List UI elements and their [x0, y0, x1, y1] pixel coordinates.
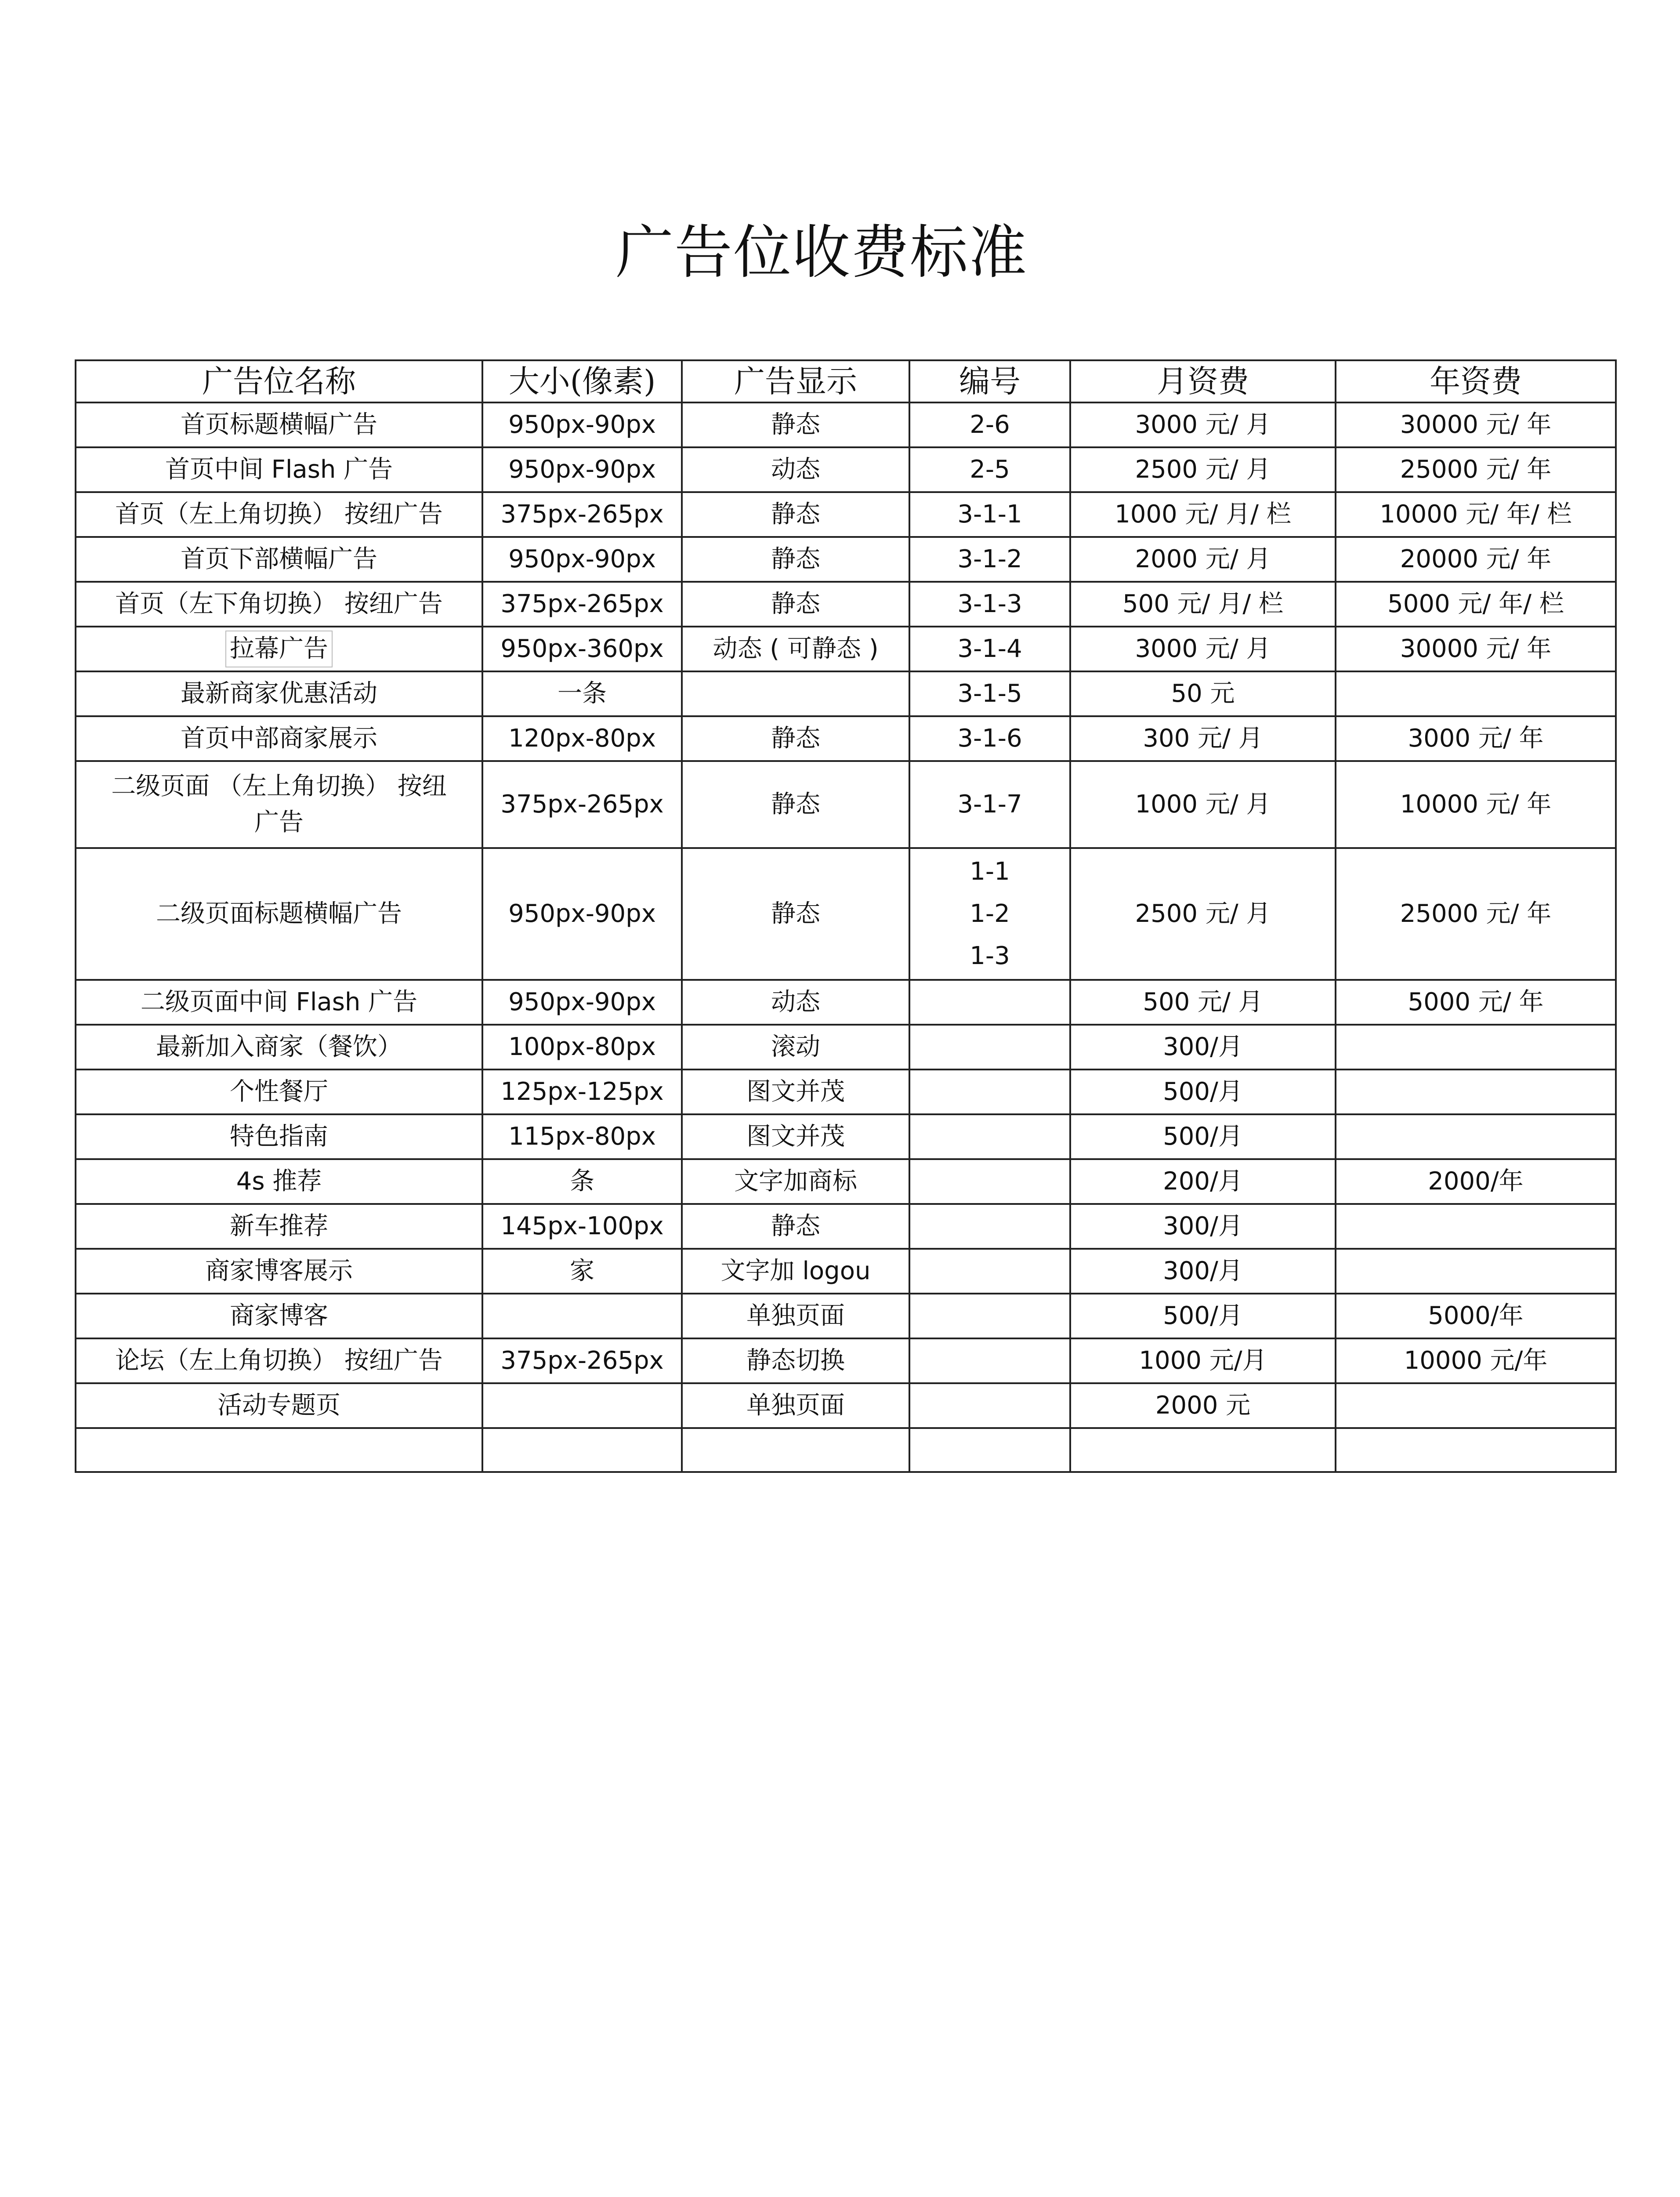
- cell-code: [909, 980, 1070, 1025]
- table-row: [76, 627, 1616, 671]
- cell-name: 论坛（左上角切换） 按纽广告: [76, 1338, 482, 1383]
- cell-display: [682, 671, 909, 716]
- cell-monthly: 2500 元/ 月: [1070, 848, 1336, 980]
- cell-name: 特色指南: [76, 1114, 482, 1159]
- table-row: [76, 761, 1616, 848]
- cell-name: 首页下部横幅广告: [76, 537, 482, 582]
- fee-table: [75, 359, 1617, 1473]
- cell-name: 4s 推荐: [76, 1159, 482, 1204]
- cell-name-boxed: 拉幕广告: [225, 631, 333, 667]
- cell-display: 静态: [682, 848, 909, 980]
- cell-display: 动态 ( 可静态 ): [682, 627, 909, 671]
- table-row: [76, 848, 1616, 980]
- cell-size: 115px-80px: [482, 1114, 682, 1159]
- cell-size: 950px-90px: [482, 980, 682, 1025]
- cell-code: [909, 1383, 1070, 1428]
- cell-code: 3-1-3: [909, 582, 1070, 627]
- cell-monthly: 300/月: [1070, 1249, 1336, 1294]
- cell-monthly: 500/月: [1070, 1114, 1336, 1159]
- cell-code: 3-1-1: [909, 492, 1070, 537]
- cell-size: 125px-125px: [482, 1069, 682, 1114]
- cell-size: [482, 1383, 682, 1428]
- cell-code: 3-1-6: [909, 716, 1070, 761]
- cell-yearly: 20000 元/ 年: [1336, 537, 1616, 582]
- page-title: 广告位收费标准: [616, 219, 1028, 286]
- cell-yearly: 25000 元/ 年: [1336, 848, 1616, 980]
- cell-display: 静态: [682, 716, 909, 761]
- cell-code: [909, 1114, 1070, 1159]
- cell-name: 个性餐厅: [76, 1069, 482, 1114]
- cell-size: [482, 1428, 682, 1472]
- cell-display: 单独页面: [682, 1294, 909, 1338]
- cell-display: 滚动: [682, 1025, 909, 1069]
- cell-yearly: 2000/年: [1336, 1159, 1616, 1204]
- cell-display: 图文并茂: [682, 1114, 909, 1159]
- cell-display: 静态切换: [682, 1338, 909, 1383]
- cell-name: 二级页面 （左上角切换） 按纽 广告: [76, 761, 482, 848]
- cell-monthly: 300/月: [1070, 1025, 1336, 1069]
- cell-display: 动态: [682, 980, 909, 1025]
- cell-display: 静态: [682, 582, 909, 627]
- cell-size: 375px-265px: [482, 582, 682, 627]
- table-row: [76, 980, 1616, 1025]
- cell-monthly: 3000 元/ 月: [1070, 402, 1336, 447]
- cell-display: 文字加商标: [682, 1159, 909, 1204]
- cell-monthly: 500 元/ 月/ 栏: [1070, 582, 1336, 627]
- cell-monthly: 500/月: [1070, 1294, 1336, 1338]
- table-row: [76, 582, 1616, 627]
- header-monthly: 月资费: [1070, 360, 1336, 402]
- cell-yearly: 5000 元/ 年: [1336, 980, 1616, 1025]
- cell-name: [76, 1428, 482, 1472]
- cell-monthly: 200/月: [1070, 1159, 1336, 1204]
- cell-display: 文字加 logou: [682, 1249, 909, 1294]
- table-row: [76, 1294, 1616, 1338]
- table-row: [76, 1159, 1616, 1204]
- cell-size: 950px-90px: [482, 537, 682, 582]
- cell-yearly: 10000 元/年: [1336, 1338, 1616, 1383]
- cell-code: [909, 1025, 1070, 1069]
- cell-name: [76, 627, 482, 671]
- cell-size: 100px-80px: [482, 1025, 682, 1069]
- cell-name: 最新加入商家（餐饮）: [76, 1025, 482, 1069]
- cell-size: 家: [482, 1249, 682, 1294]
- cell-display: 静态: [682, 761, 909, 848]
- cell-display: 单独页面: [682, 1383, 909, 1428]
- cell-display: 静态: [682, 492, 909, 537]
- cell-code: 3-1-7: [909, 761, 1070, 848]
- cell-size: 950px-360px: [482, 627, 682, 671]
- cell-code: [909, 1069, 1070, 1114]
- cell-name: 活动专题页: [76, 1383, 482, 1428]
- cell-size: 375px-265px: [482, 761, 682, 848]
- cell-size: 375px-265px: [482, 492, 682, 537]
- table-header-row: [76, 360, 1616, 402]
- cell-size: 145px-100px: [482, 1204, 682, 1249]
- header-code: 编号: [909, 360, 1070, 402]
- cell-monthly: 2500 元/ 月: [1070, 447, 1336, 492]
- cell-monthly: 2000 元: [1070, 1383, 1336, 1428]
- cell-yearly: [1336, 1204, 1616, 1249]
- cell-code: [909, 1159, 1070, 1204]
- cell-yearly: [1336, 1249, 1616, 1294]
- cell-code: 3-1-4: [909, 627, 1070, 671]
- cell-yearly: [1336, 671, 1616, 716]
- cell-display: 静态: [682, 1204, 909, 1249]
- cell-yearly: 10000 元/ 年/ 栏: [1336, 492, 1616, 537]
- cell-yearly: [1336, 1383, 1616, 1428]
- cell-yearly: [1336, 1114, 1616, 1159]
- cell-yearly: [1336, 1069, 1616, 1114]
- cell-yearly: 10000 元/ 年: [1336, 761, 1616, 848]
- cell-display: 静态: [682, 537, 909, 582]
- table-row: [76, 1249, 1616, 1294]
- cell-yearly: 25000 元/ 年: [1336, 447, 1616, 492]
- header-size: 大小(像素): [482, 360, 682, 402]
- cell-code: [909, 1294, 1070, 1338]
- cell-size: 120px-80px: [482, 716, 682, 761]
- cell-display: 动态: [682, 447, 909, 492]
- table-row: [76, 1069, 1616, 1114]
- cell-monthly: [1070, 1428, 1336, 1472]
- cell-size: 950px-90px: [482, 848, 682, 980]
- cell-size: 一条: [482, 671, 682, 716]
- cell-monthly: 1000 元/月: [1070, 1338, 1336, 1383]
- cell-name: 首页标题横幅广告: [76, 402, 482, 447]
- table-row: [76, 1114, 1616, 1159]
- cell-monthly: 500 元/ 月: [1070, 980, 1336, 1025]
- cell-monthly: 1000 元/ 月: [1070, 761, 1336, 848]
- cell-yearly: 5000 元/ 年/ 栏: [1336, 582, 1616, 627]
- cell-name: 最新商家优惠活动: [76, 671, 482, 716]
- cell-size: 950px-90px: [482, 447, 682, 492]
- cell-yearly: 3000 元/ 年: [1336, 716, 1616, 761]
- cell-name: 商家博客展示: [76, 1249, 482, 1294]
- cell-display: 图文并茂: [682, 1069, 909, 1114]
- cell-code: 1-1 1-2 1-3: [909, 848, 1070, 980]
- cell-monthly: 1000 元/ 月/ 栏: [1070, 492, 1336, 537]
- cell-monthly: 300/月: [1070, 1204, 1336, 1249]
- table-row: [76, 1383, 1616, 1428]
- cell-yearly: 30000 元/ 年: [1336, 627, 1616, 671]
- cell-monthly: 300 元/ 月: [1070, 716, 1336, 761]
- cell-display: 静态: [682, 402, 909, 447]
- cell-code: [909, 1249, 1070, 1294]
- cell-display: [682, 1428, 909, 1472]
- cell-yearly: 5000/年: [1336, 1294, 1616, 1338]
- cell-name: 首页中部商家展示: [76, 716, 482, 761]
- cell-size: 950px-90px: [482, 402, 682, 447]
- cell-code: [909, 1338, 1070, 1383]
- cell-name: 新车推荐: [76, 1204, 482, 1249]
- cell-size: 375px-265px: [482, 1338, 682, 1383]
- table-row: [76, 447, 1616, 492]
- cell-yearly: [1336, 1428, 1616, 1472]
- header-display: 广告显示: [682, 360, 909, 402]
- cell-monthly: 3000 元/ 月: [1070, 627, 1336, 671]
- cell-yearly: 30000 元/ 年: [1336, 402, 1616, 447]
- cell-name: 首页（左下角切换） 按纽广告: [76, 582, 482, 627]
- cell-code: 3-1-5: [909, 671, 1070, 716]
- cell-code: 2-5: [909, 447, 1070, 492]
- table-row: [76, 1428, 1616, 1472]
- cell-size: 条: [482, 1159, 682, 1204]
- table-row: [76, 537, 1616, 582]
- cell-yearly: [1336, 1025, 1616, 1069]
- table-row: [76, 671, 1616, 716]
- cell-code: [909, 1428, 1070, 1472]
- header-name: 广告位名称: [76, 360, 482, 402]
- table-row: [76, 492, 1616, 537]
- cell-code: 2-6: [909, 402, 1070, 447]
- table-row: [76, 402, 1616, 447]
- header-yearly: 年资费: [1336, 360, 1616, 402]
- cell-name: 首页（左上角切换） 按纽广告: [76, 492, 482, 537]
- cell-code: [909, 1204, 1070, 1249]
- cell-monthly: 500/月: [1070, 1069, 1336, 1114]
- cell-name: 首页中间 Flash 广告: [76, 447, 482, 492]
- table-row: [76, 716, 1616, 761]
- table-row: [76, 1338, 1616, 1383]
- table-row: [76, 1025, 1616, 1069]
- cell-name: 商家博客: [76, 1294, 482, 1338]
- cell-size: [482, 1294, 682, 1338]
- cell-monthly: 2000 元/ 月: [1070, 537, 1336, 582]
- cell-monthly: 50 元: [1070, 671, 1336, 716]
- table-row: [76, 1204, 1616, 1249]
- cell-code: 3-1-2: [909, 537, 1070, 582]
- cell-name: 二级页面标题横幅广告: [76, 848, 482, 980]
- cell-name: 二级页面中间 Flash 广告: [76, 980, 482, 1025]
